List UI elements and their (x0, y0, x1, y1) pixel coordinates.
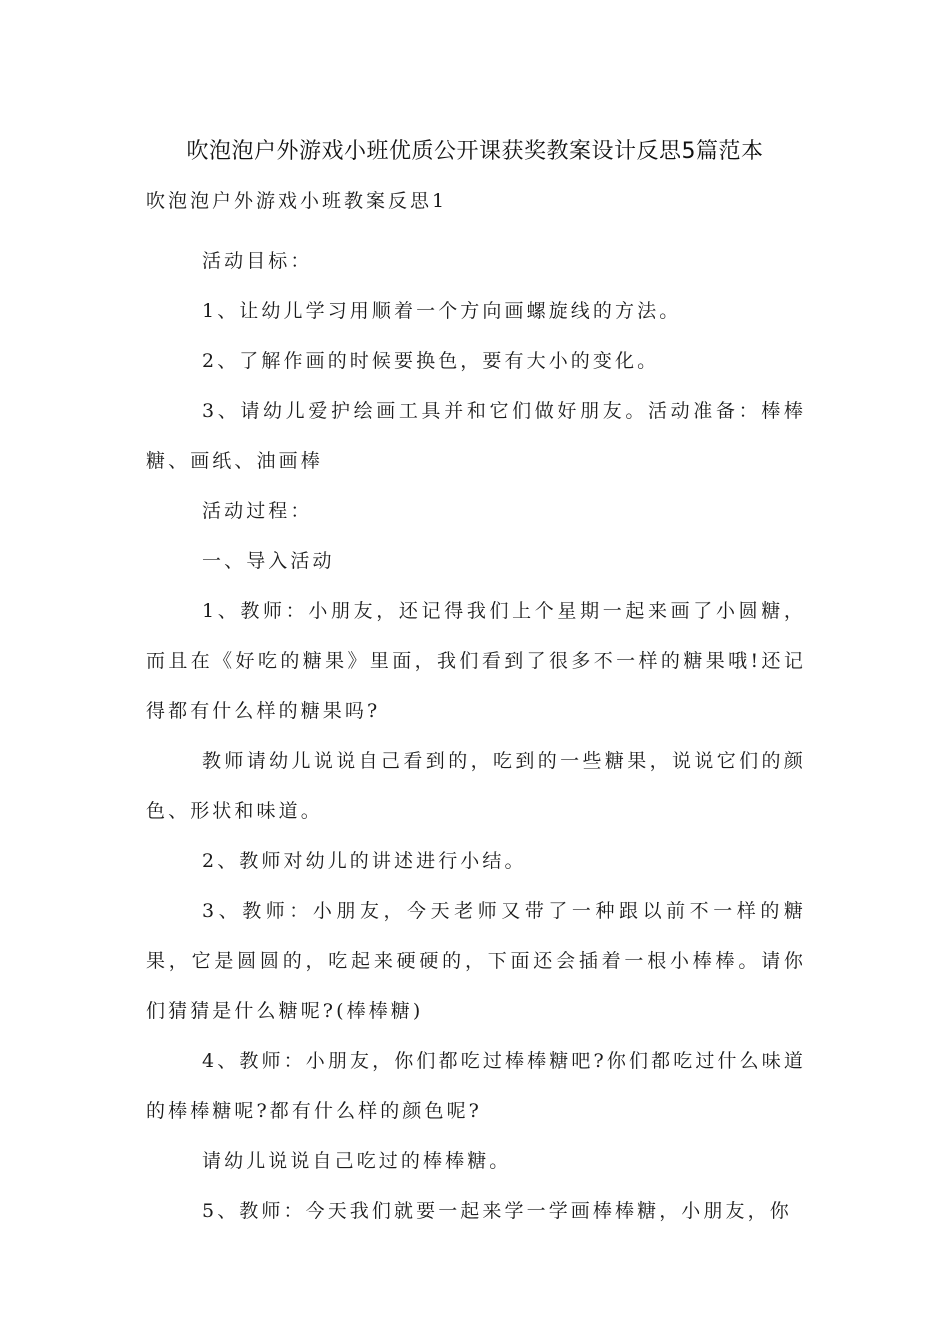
paragraph: 一、导入活动 (202, 550, 335, 572)
paragraph: 活动目标： (202, 250, 313, 272)
paragraph: 4、教师：小朋友，你们都吃过棒棒糖吧?你们都吃过什么味道的棒棒糖呢?都有什么样的颜色呢? (146, 1050, 806, 1122)
document-body (146, 236, 806, 1236)
paragraph: 3、教师：小朋友，今天老师又带了一种跟以前不一样的糖果，它是圆圆的，吃起来硬硬的，下面还会插着一根小棒棒。请你们猜猜是什么糖呢?(棒棒糖) (146, 900, 806, 1022)
document-title: 吹泡泡户外游戏小班优质公开课获奖教案设计反思5篇范本 (186, 139, 764, 164)
paragraph: 活动过程： (202, 500, 313, 522)
paragraph: 教师请幼儿说说自己看到的，吃到的一些糖果，说说它们的颜色、形状和味道。 (146, 750, 806, 822)
paragraph: 3、请幼儿爱护绘画工具并和它们做好朋友。活动准备：棒棒糖、画纸、油画棒 (146, 400, 806, 472)
paragraph: 请幼儿说说自己吃过的棒棒糖。 (202, 1150, 512, 1172)
paragraph: 1、教师：小朋友，还记得我们上个星期一起来画了小圆糖，而且在《好吃的糖果》里面，我们看到了很多不一样的糖果哦!还记得都有什么样的糖果吗? (146, 600, 806, 722)
paragraph: 2、了解作画的时候要换色，要有大小的变化。 (202, 350, 660, 372)
section-heading: 吹泡泡户外游戏小班教案反思1 (146, 190, 448, 212)
paragraph: 5、教师：今天我们就要一起来学一学画棒棒糖，小朋友，你 (202, 1200, 792, 1222)
paragraph: 1、让幼儿学习用顺着一个方向画螺旋线的方法。 (202, 300, 682, 322)
paragraph: 2、教师对幼儿的讲述进行小结。 (202, 850, 527, 872)
